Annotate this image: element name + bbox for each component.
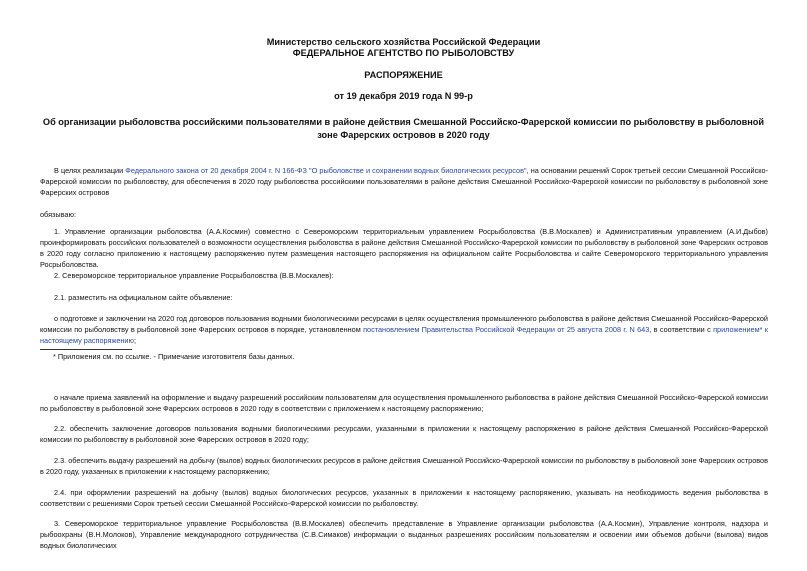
- intro-text-post: , на основании решений Сорок третьей сессии Смешанной Российско-Фарерской комиссии по рыболовству, для обеспечения в 2020 году рыболовства российскими пользователями в районе действия Смешанной Российско-Фарерской комиссии по рыболовству в рыболовной зоне Фарерских островов: [40, 166, 768, 197]
- government-decree-link[interactable]: постановлением Правительства Российской Федерации от 25 августа 2008 г. N 643: [363, 325, 650, 334]
- paragraph-2-1: 2.1. разместить на официальном сайте объявление:: [54, 293, 233, 302]
- paragraph-1: 1. Управление организации рыболовства (А.А.Космин) совместно с Североморским территориальным управлением Росрыболовства (В.В.Москалев) и Административным управлением (А.И.Дыбов) проинформировать российских пользователей о возможности осуществления рыболовства в районе действия Смешанной Российско-Фарерской комиссии по рыболовству в рыболовной зоне Фарерских островов в 2020 году согласно приложению к настоящему распоряжению путем размещения настоящего распоряжения на официальном сайте Росрыболовства и сайте Североморского территориального управления Росрыболовства.: [40, 227, 768, 269]
- paragraph-2-1-b: о начале приема заявлений на оформление и выдачу разрешений российским пользователям для осуществления промышленного рыболовства в районе действия Смешанной Российско-Фарерской комиссии по рыболовству в рыболовной зоне Фарерских островов в 2020 году в соответствии с приложением к настоящему распоряжению;: [40, 393, 768, 413]
- paragraph-3: 3. Североморское территориальное управление Росрыболовства (В.В.Москалев) обеспечить представление в Управление организации рыболовства (А.А.Космин), Управление контроля, надзора и рыбоохраны (В.Н.Молоков), Управление международного сотрудничества (С.В.Симаков) информации о выданных разрешениях российским пользователям и освоении ими объемов добычи (вылова) видов водных биологических: [40, 519, 768, 550]
- p21a-text-mid: , в соответствии с: [649, 325, 714, 334]
- federal-law-link[interactable]: Федерального закона от 20 декабря 2004 г. N 166-ФЗ "О рыболовстве и сохранении водных биологических ресурсов": [125, 166, 527, 175]
- intro-text-pre: В целях реализации: [54, 166, 126, 175]
- agency-name: ФЕДЕРАЛЬНОЕ АГЕНТСТВО ПО РЫБОЛОВСТВУ: [292, 48, 515, 58]
- paragraph-2-3: 2.3. обеспечить выдачу разрешений на добычу (вылов) водных биологических ресурсов в районе действия Смешанной Российско-Фарерской комиссии по рыболовству в рыболовной зоне Фарерских островов в 2020 году, указанных в приложении к настоящему распоряжению;: [40, 456, 768, 476]
- footnote-divider: [40, 349, 132, 350]
- appendix-link[interactable]: приложением* к настоящему распоряжению: [40, 325, 768, 345]
- p21a-text-pre: о подготовке и заключении на 2020 год договоров пользования водными биологическими ресурсами в целях осуществления промышленного рыболовства в районе действия Смешанной Российско-Фарерской комиссии по рыболовству в рыболовной зоне Фарерских островов в порядке, установленном: [40, 314, 768, 334]
- paragraph-2-2: 2.2. обеспечить заключение договоров пользования водными биологическими ресурсами, указанными в приложении к настоящему распоряжению в районе действия Смешанной Российско-Фарерской комиссии по рыболовству в рыболовной зоне Фарерских островов в 2020 году;: [40, 424, 768, 444]
- paragraph-2-4: 2.4. при оформлении разрешений на добычу (вылов) водных биологических ресурсов, указанных в приложении к настоящему распоряжению, указывать на необходимость ведения рыболовства в соответствии с решениями Сорок третьей сессии Смешанной Российско-Фарерской комиссии по рыболовству.: [40, 488, 768, 508]
- document-type: РАСПОРЯЖЕНИЕ: [364, 70, 443, 80]
- footnote: * Приложения см. по ссылке. - Примечание изготовителя базы данных.: [53, 352, 295, 361]
- intro-paragraph: [40, 165, 768, 198]
- document-date: от 19 декабря 2019 года N 99-р: [334, 91, 473, 101]
- p21a-text-post: ;: [133, 336, 137, 345]
- paragraph-2-1-a: [40, 313, 768, 346]
- obligate-line: обязываю:: [40, 210, 76, 219]
- paragraph-2: 2. Североморское территориальное управление Росрыболовства (В.В.Москалев):: [54, 271, 334, 280]
- ministry-name: Министерство сельского хозяйства Российской Федерации: [266, 37, 541, 47]
- document-title: Об организации рыболовства российскими пользователями в районе действия Смешанной Российско-Фарерской комиссии по рыболовству в рыболовной зоне Фарерских островов в 2020 году: [42, 117, 765, 140]
